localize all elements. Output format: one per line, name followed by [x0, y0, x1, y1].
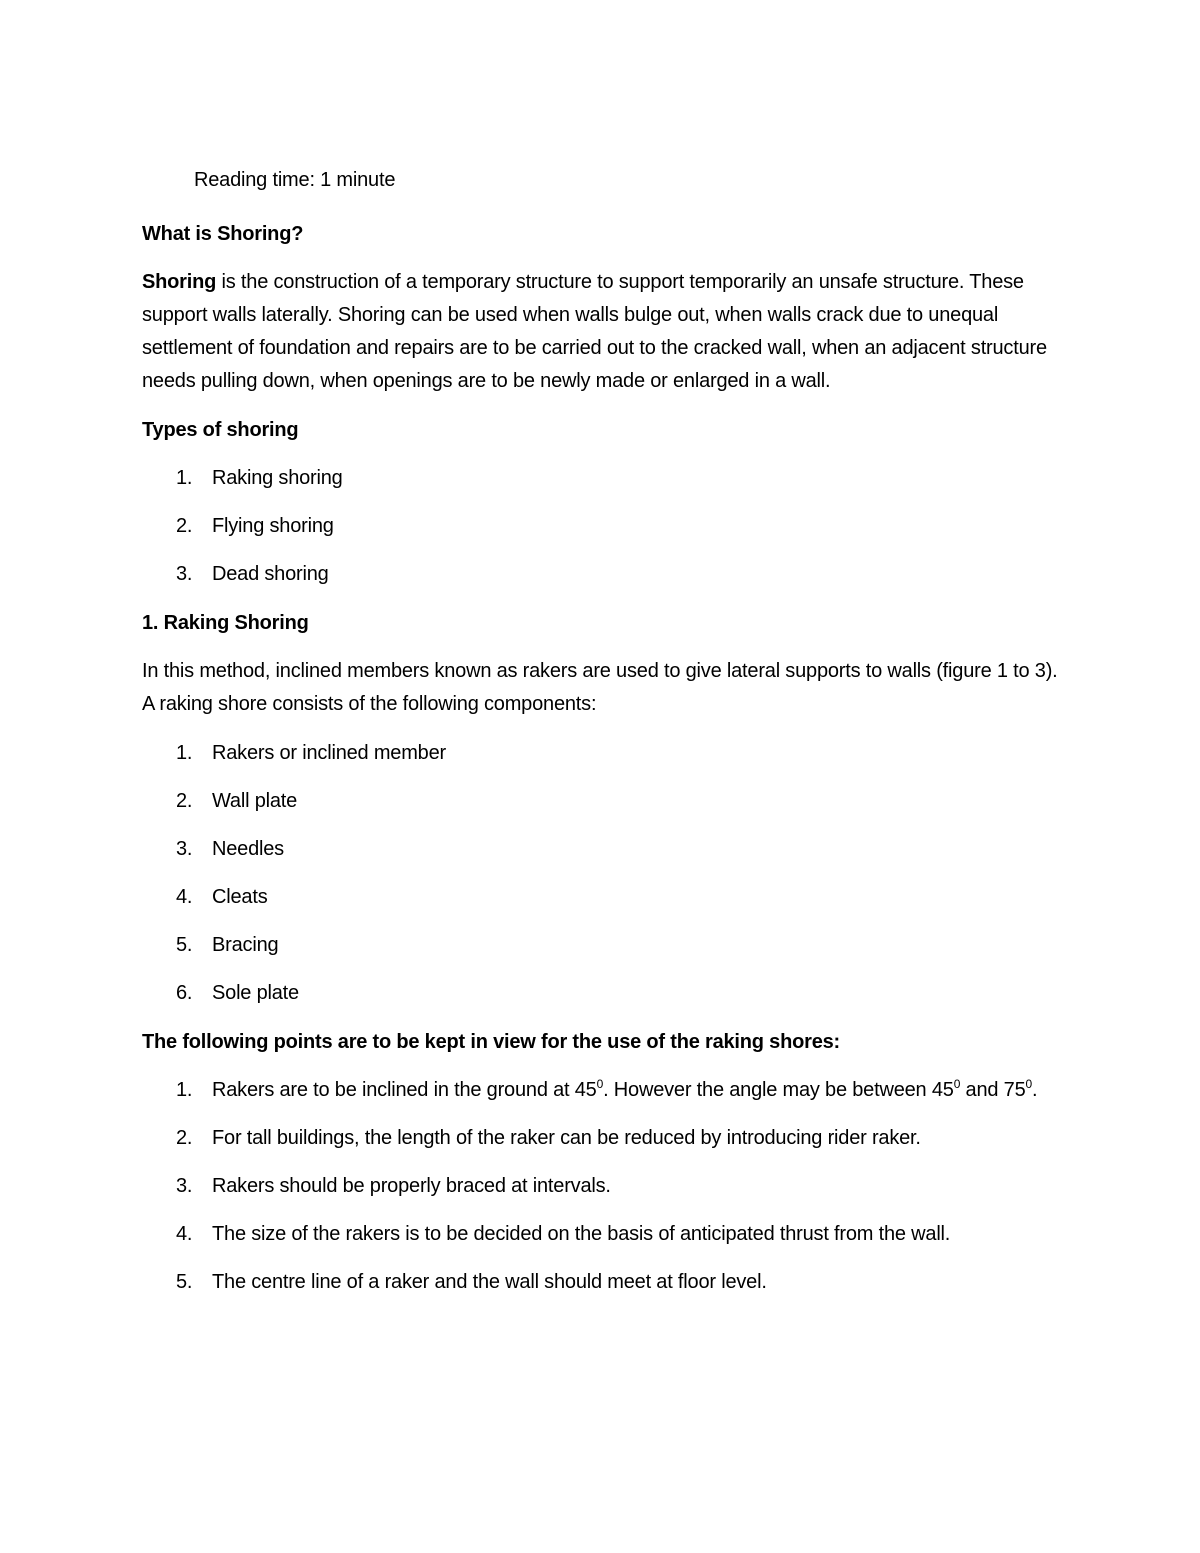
degree-superscript: 0 [1025, 1077, 1032, 1091]
list-item [142, 462, 1072, 495]
list-item [142, 737, 1072, 770]
point-text-part: and 75 [960, 1079, 1026, 1101]
list-text: Raking shoring [212, 467, 343, 489]
point-text-part: . [1032, 1079, 1038, 1101]
list-number: 2. [176, 515, 193, 537]
list-text: The centre line of a raker and the wall should meet at floor level. [212, 1271, 767, 1293]
reading-time: Reading time: 1 minute [194, 169, 396, 191]
intro-paragraph [142, 266, 1072, 398]
list-item [142, 1218, 1072, 1251]
list-item [142, 1170, 1072, 1203]
raking-paragraph: In this method, inclined members known as rakers are used to give lateral supports to walls (figure 1 to 3). A raking shore consists of the following components: [142, 660, 1058, 715]
list-text [212, 1074, 1072, 1107]
list-text: Rakers should be properly braced at intervals. [212, 1175, 611, 1197]
list-item [142, 1122, 1072, 1155]
degree-superscript: 0 [953, 1077, 961, 1091]
list-text: Sole plate [212, 982, 299, 1004]
list-item [142, 833, 1072, 866]
list-item [142, 881, 1072, 914]
document-page [142, 164, 1072, 1315]
types-list [142, 462, 1072, 591]
list-number: 2. [176, 1127, 193, 1149]
list-number: 1. [176, 742, 193, 764]
list-item [142, 929, 1072, 962]
list-number: 1. [176, 467, 193, 489]
list-text: The size of the rakers is to be decided on the basis of anticipated thrust from the wall. [212, 1223, 951, 1245]
point-text-part: Rakers are to be inclined in the ground at 45 [212, 1079, 597, 1101]
list-item [142, 977, 1072, 1010]
list-text: Wall plate [212, 790, 298, 812]
list-number: 3. [176, 838, 193, 860]
list-item [142, 1074, 1072, 1107]
list-item [142, 558, 1072, 591]
list-text: Dead shoring [212, 563, 329, 585]
list-number: 4. [176, 1223, 193, 1245]
list-item [142, 785, 1072, 818]
point-text-part: . However the angle may be between 45 [603, 1079, 954, 1101]
list-text: Rakers or inclined member [212, 742, 446, 764]
list-number: 5. [176, 934, 193, 956]
points-list [142, 1074, 1072, 1299]
degree-superscript: 0 [596, 1077, 604, 1091]
list-item [142, 510, 1072, 543]
types-heading: Types of shoring [142, 419, 299, 441]
list-text: Bracing [212, 934, 279, 956]
list-number: 3. [176, 1175, 193, 1197]
list-number: 2. [176, 790, 193, 812]
list-number: 5. [176, 1271, 193, 1293]
points-heading: The following points are to be kept in view for the use of the raking shores: [142, 1031, 841, 1053]
list-text: For tall buildings, the length of the raker can be reduced by introducing rider raker. [212, 1127, 921, 1149]
intro-text: is the construction of a temporary structure to support temporarily an unsafe structure. These support walls laterally. Shoring can be used when walls bulge out, when walls crack due to unequal settlement of foundation and repairs are to be carried out to the cracked wall, when an adjacent structure needs pulling down, when openings are to be newly made or enlarged in a wall. [142, 271, 1047, 392]
list-number: 3. [176, 563, 193, 585]
raking-shoring-heading: 1. Raking Shoring [142, 612, 309, 634]
list-text: Cleats [212, 886, 268, 908]
list-item [142, 1266, 1072, 1299]
list-text: Flying shoring [212, 515, 334, 537]
list-text: Needles [212, 838, 284, 860]
list-number: 4. [176, 886, 193, 908]
list-number: 6. [176, 982, 193, 1004]
intro-term: Shoring [142, 271, 217, 293]
components-list [142, 737, 1072, 1010]
list-number: 1. [176, 1079, 193, 1101]
what-is-shoring-heading: What is Shoring? [142, 223, 304, 245]
